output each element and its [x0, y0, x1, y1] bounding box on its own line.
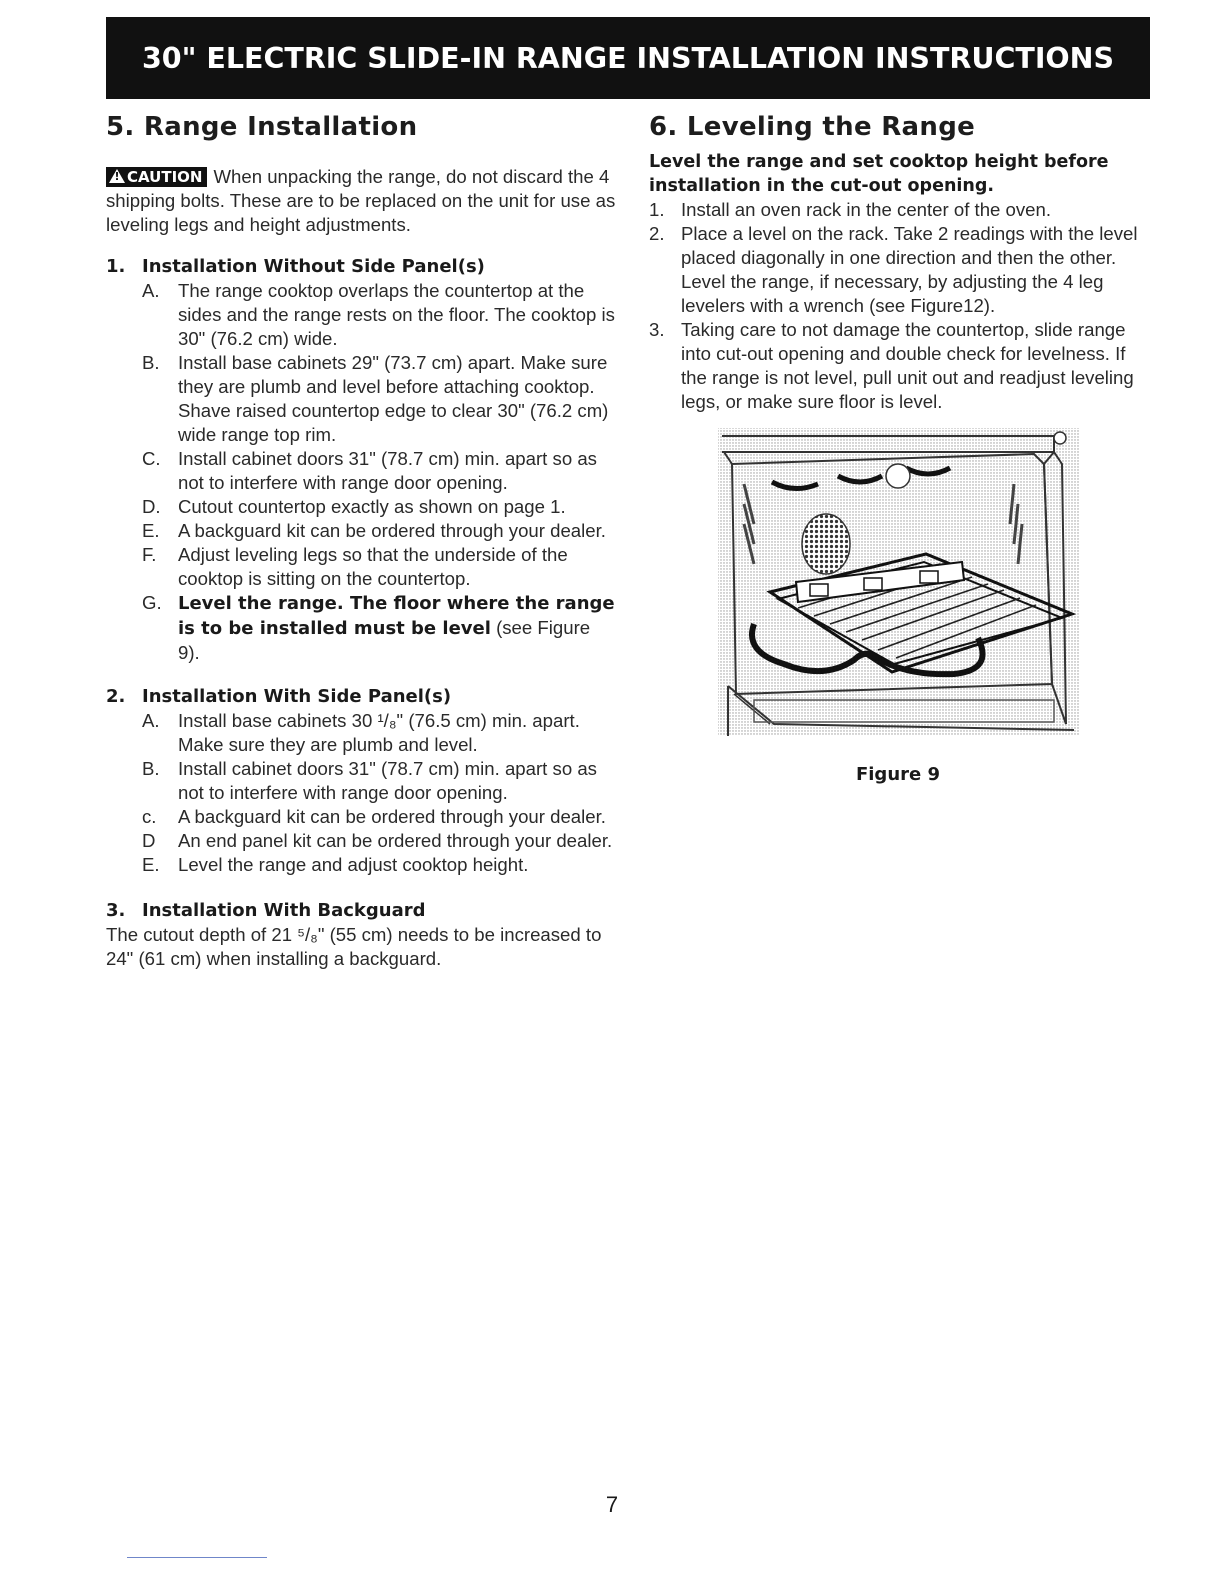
subsection-heading [106, 685, 616, 709]
caution-text: When unpacking the range, do not discard the 4 shipping bolts. These are to be replaced on the unit for use as leveling legs and height adjustments. [106, 166, 616, 235]
warning-icon: ! [109, 169, 125, 183]
section-heading-range-installation: 5. Range Installation [106, 112, 418, 142]
subsection-heading [106, 255, 616, 279]
list-item: 1. Install an oven rack in the center of the oven. [649, 199, 1052, 220]
left-column [106, 112, 616, 971]
subsection-number: 2. [106, 686, 126, 707]
list-item: E. A backguard kit can be ordered through your dealer. [142, 520, 606, 541]
list-item: A. Install base cabinets 30 ¹/₈" (76.5 cm) min. apart. Make sure they are plumb and level. [142, 710, 580, 755]
list-item: 3. Taking care to not damage the countertop, slide range into cut-out opening and double check for levelness. If the range is not level, pull unit out and readjust leveling legs, or make sure floor is level. [649, 319, 1134, 412]
instruction-list [106, 279, 616, 665]
oven-rack-level-illustration [714, 424, 1082, 742]
list-item: 2. Place a level on the rack. Take 2 readings with the level placed diagonally in one direction and then the other. Level the range, if necessary, by adjusting the 4 leg levelers with a wrench (see Figure12). [649, 223, 1138, 316]
caution-label: CAUTION [127, 168, 203, 186]
instruction-list [106, 709, 616, 877]
subsection-title: Installation With Side Panel(s) [142, 686, 452, 707]
subsection-title: Installation With Backguard [142, 900, 426, 921]
list-item: c. A backguard kit can be ordered through your dealer. [142, 806, 606, 827]
page-number: 7 [605, 1492, 619, 1517]
caution-paragraph [106, 165, 616, 237]
leveling-intro: Level the range and set cooktop height before installation in the cut-out opening. [649, 152, 1109, 196]
list-item: F. Adjust leveling legs so that the underside of the cooktop is sitting on the countertop. [142, 544, 568, 589]
list-item: D. Cutout countertop exactly as shown on page 1. [142, 496, 566, 517]
figure-caption: Figure 9 [855, 764, 941, 785]
list-item: C. Install cabinet doors 31" (78.7 cm) min. apart so as not to interfere with range door opening. [142, 448, 597, 493]
header-banner [106, 17, 1150, 99]
subsection-title: Installation Without Side Panel(s) [142, 256, 485, 277]
leveling-steps [649, 198, 1154, 414]
section-heading-leveling: 6. Leveling the Range [649, 112, 976, 142]
backguard-paragraph: The cutout depth of 21 ⁵/₈" (55 cm) needs to be increased to 24" (61 cm) when installing a backguard. [106, 924, 602, 969]
list-item: A. The range cooktop overlaps the countertop at the sides and the range rests on the floor. The cooktop is 30" (76.2 cm) wide. [142, 280, 615, 349]
subsection-number: 1. [106, 256, 126, 277]
list-item: D An end panel kit can be ordered through your dealer. [142, 830, 613, 851]
list-item: B. Install cabinet doors 31" (78.7 cm) min. apart so as not to interfere with range door opening. [142, 758, 597, 803]
footer-rule [127, 1557, 267, 1558]
list-item: B. Install base cabinets 29" (73.7 cm) apart. Make sure they are plumb and level before attaching cooktop. Shave raised countertop edge to clear 30" (76.2 cm) wide range top rim. [142, 352, 609, 445]
emphasis-text: Level the range. The floor where the range is to be installed must be level [178, 593, 615, 639]
caution-badge [106, 167, 207, 187]
document-title: 30" ELECTRIC SLIDE-IN RANGE INSTALLATION INSTRUCTIONS [141, 41, 1115, 75]
right-column [649, 112, 1154, 414]
subsection-number: 3. [106, 900, 126, 921]
list-item: G. Level the range. The floor where the range is to be installed must be level (see Figure 9). [142, 592, 615, 663]
list-item: E. Level the range and adjust cooktop height. [142, 854, 529, 875]
subsection-heading [106, 899, 616, 923]
